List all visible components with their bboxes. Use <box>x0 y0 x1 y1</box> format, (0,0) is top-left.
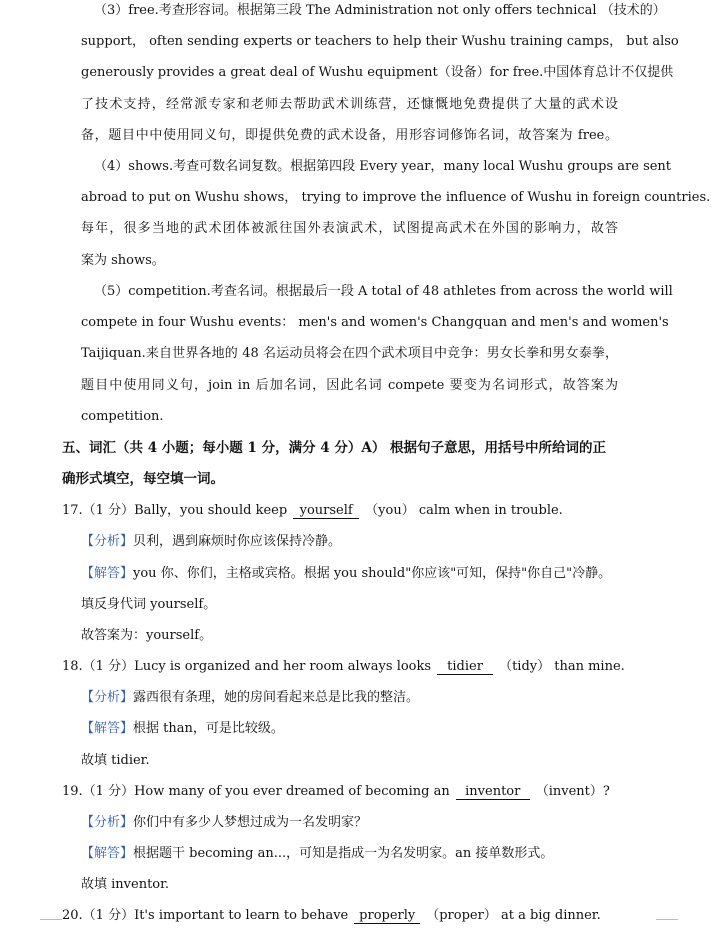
text-line <box>62 471 224 488</box>
text-line <box>81 314 669 331</box>
text-line <box>81 627 212 644</box>
answer-line <box>81 720 284 737</box>
text-line <box>94 158 671 175</box>
answer-tag: 【解答】 <box>81 566 134 581</box>
line-text: 确形式填空，每空填一词。 <box>62 471 224 487</box>
line-text: 故填 inventor. <box>81 877 170 892</box>
text-line <box>81 345 618 362</box>
line-text: 露西很有条理，她的房间看起来总是比我的整洁。 <box>133 690 420 705</box>
line-text: 贝利，遇到麻烦时你应该保持冷静。 <box>133 534 342 549</box>
text-line <box>81 596 216 613</box>
line-text: 你们中有多少人梦想过成为一名发明家？ <box>133 815 368 830</box>
answer-line <box>81 689 419 706</box>
line-text: competition. <box>81 409 164 424</box>
answer-line <box>81 814 367 831</box>
line-text: support， often sending experts or teachers to help their Wushu training camps， but also <box>81 34 679 49</box>
text-line <box>81 33 679 50</box>
line-text: 填反身代词 yourself。 <box>81 597 217 612</box>
line-text: 根据题干 becoming an...，可知是指成一为名发明家。an 接单数形式。 <box>133 846 554 861</box>
answer-blank: inventor <box>456 785 530 800</box>
line-text: 故答案为：yourself。 <box>81 628 213 643</box>
text-line <box>62 440 607 457</box>
line-text: abroad to put on Wushu shows， trying to improve the influence of Wushu in foreign countries. <box>81 190 711 205</box>
answer-line <box>81 533 341 550</box>
text-line <box>81 127 618 144</box>
answer-blank: properly <box>354 909 420 924</box>
question-stem: 18.（1 分）Lucy is organized and her room always looks <box>62 659 432 674</box>
text-line <box>81 252 165 269</box>
line-text: 故填 tidier. <box>81 753 150 768</box>
line-text: 案为 shows。 <box>81 253 165 268</box>
line-text: Taijiquan.来自世界各地的 48 名运动员将会在四个武术项目中竞争：男女长拳和男女泰拳， <box>81 346 618 361</box>
line-text: compete in four Wushu events： men's and women's Changquan and men's and women's <box>81 315 669 330</box>
answer-tag: 【分析】 <box>81 815 134 830</box>
question-hint: （proper） at a big dinner. <box>426 908 601 923</box>
line-text: 每年，很多当地的武术团体被派往国外表演武术，试图提高武术在外国的影响力，故答 <box>81 221 618 236</box>
line-text: 备，题目中中使用同义句，即提供免费的武术设备，用形容词修饰名词，故答案为 free。 <box>81 128 618 143</box>
line-text: （3）free.考查形容词。根据第三段 The Administration not only offers technical （技术的） <box>94 3 666 18</box>
question-line <box>62 502 563 519</box>
answer-tag: 【分析】 <box>81 690 134 705</box>
answer-tag: 【解答】 <box>81 846 134 861</box>
line-text: generously provides a great deal of Wushu equipment（设备）for free.中国体育总计不仅提供 <box>81 65 674 80</box>
line-text: you 你、你们，主格或宾格。根据 you should"你应该"可知，保持"你自己"冷静。 <box>133 566 612 581</box>
line-text: 了技术支持，经常派专家和老师去帮助武术训练营，还慷慨地免费提供了大量的武术设 <box>81 97 618 112</box>
line-text: 根据 than，可是比较级。 <box>133 721 284 736</box>
answer-tag: 【分析】 <box>81 534 134 549</box>
answer-line <box>81 565 611 582</box>
page-corner-mark-left <box>40 919 62 930</box>
line-text: 题目中使用同义句，join in 后加名词，因此名词 compete 要变为名词形式，故答案为 <box>81 378 618 393</box>
text-line <box>81 189 711 206</box>
text-line <box>81 752 150 769</box>
question-hint: （invent）? <box>535 784 610 799</box>
line-text: （5）competition.考查名词。根据最后一段 A total of 48 athletes from across the world will <box>94 284 673 299</box>
text-line <box>81 876 169 893</box>
line-text: 五、词汇（共 4 小题；每小题 1 分，满分 4 分）A） 根据句子意思，用括号中所给词的正 <box>62 440 607 456</box>
line-text: （4）shows.考查可数名词复数。根据第四段 Every year，many local Wushu groups are sent <box>94 159 672 174</box>
text-line <box>81 64 674 81</box>
question-stem: 20.（1 分）It's important to learn to behave <box>62 908 349 923</box>
text-line <box>81 408 164 425</box>
text-line <box>94 283 673 300</box>
answer-blank: yourself <box>293 504 359 519</box>
question-line <box>62 783 610 800</box>
page-corner-mark-right <box>656 919 678 930</box>
answer-tag: 【解答】 <box>81 721 134 736</box>
question-stem: 19.（1 分）How many of you ever dreamed of becoming an <box>62 784 450 799</box>
question-line <box>62 907 601 924</box>
question-line <box>62 658 625 675</box>
text-line <box>81 377 618 394</box>
question-stem: 17.（1 分）Bally，you should keep <box>62 503 288 518</box>
text-line <box>81 96 618 113</box>
text-line <box>94 2 666 19</box>
question-hint: （you） calm when in trouble. <box>365 503 563 518</box>
question-hint: （tidy） than mine. <box>499 659 625 674</box>
answer-blank: tidier <box>437 660 493 675</box>
text-line <box>81 220 618 237</box>
answer-line <box>81 845 553 862</box>
